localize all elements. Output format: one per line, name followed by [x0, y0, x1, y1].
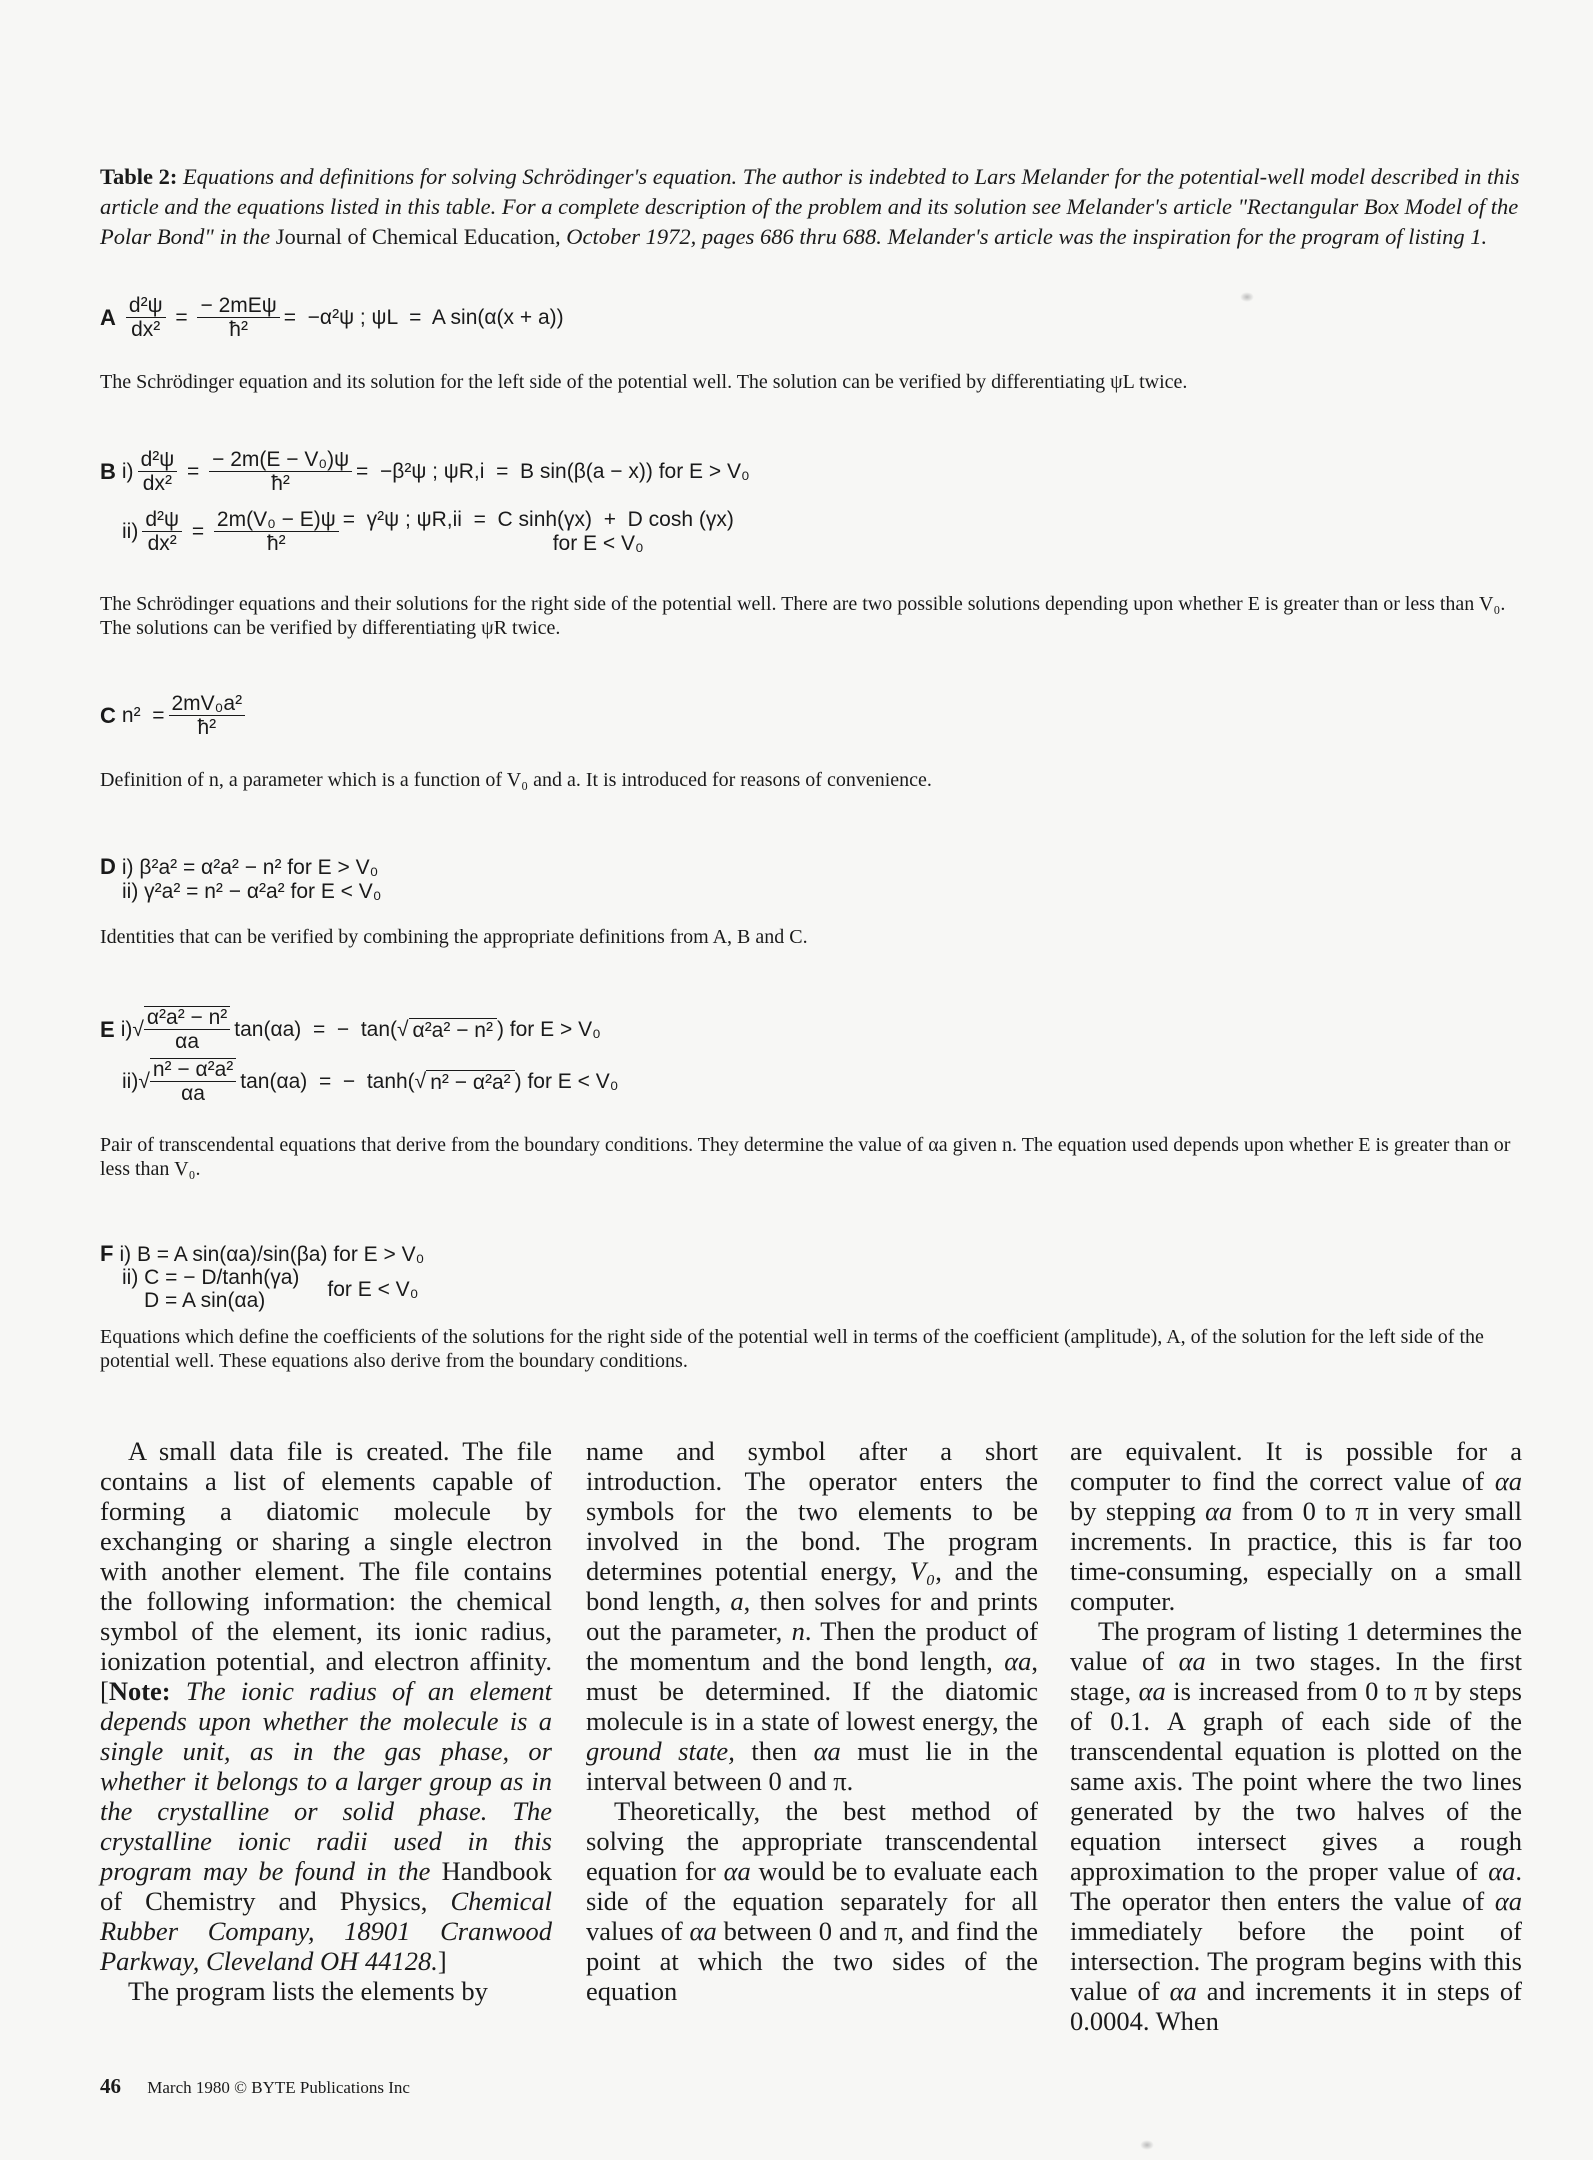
equation-part-ii: ii) γ²a² = n² − α²a² for E < V₀ [122, 880, 382, 903]
equation-lhs: n² = [121, 704, 165, 727]
text: and increments it in steps of 0.0004. When [1070, 1976, 1523, 2036]
denominator: ħ² [271, 471, 290, 495]
equation-rest: = −β²ψ ; ψR,i = B sin(β(a − x)) for E > V₀ [356, 460, 750, 483]
book-title: Handbook of Chemistry and Physics, [100, 1856, 552, 1916]
fraction [150, 1058, 236, 1106]
denominator: dx² [147, 531, 177, 555]
text: from 0 to π in very small increments. In practice, this is far too time-consuming, especially on a small computer. [1070, 1496, 1522, 1616]
numerator: n² − α²a² [150, 1058, 236, 1082]
equation-rest: = −α²ψ ; ψL = A sin(α(x + a)) [283, 306, 564, 329]
text: between 0 and π, and find the point at which the two sides of the equation [586, 1916, 1038, 2006]
equation-a-description: The Schrödinger equation and its solution for the left side of the potential well. The solution can be verified by differentiating ψL twice. [100, 371, 1188, 393]
part-label: i) [121, 460, 134, 483]
math-symbol: αa [1169, 1976, 1197, 2006]
equation-b [100, 446, 750, 558]
equation-end: ) for E > V₀ [496, 1018, 601, 1041]
text: . The operator then enters the value of [1070, 1856, 1522, 1916]
text: ] [437, 1946, 447, 1976]
equation-mid: tan(αa) = − tanh(√ [240, 1070, 427, 1093]
fraction [209, 449, 352, 496]
fraction [138, 449, 178, 496]
equation-a [100, 292, 564, 344]
radicand: α²a² − n² [409, 1018, 497, 1043]
fraction [169, 693, 246, 740]
note-label: Note: [108, 1676, 171, 1706]
paragraph [586, 1436, 1038, 1796]
body-column-2 [586, 1436, 1038, 2006]
text: would be to evaluate each side of the equation separately for all values of [586, 1856, 1038, 1946]
text: must lie in the interval between 0 and π. [586, 1736, 1039, 1796]
body-column-3 [1070, 1436, 1522, 2036]
page-footer [100, 2074, 410, 2099]
equals: = [185, 520, 210, 543]
text: Theoretically, the best method of solving the appropriate transcendental equation for [586, 1796, 1038, 1886]
text: . Then the product of the momentum and the bond length, [586, 1616, 1038, 1676]
page-number: 46 [100, 2074, 121, 2098]
fraction [197, 295, 279, 342]
text: name and symbol after a short introduction. The operator enters the symbols for the two elements to be involved in the bond. The program determines potential energy, [586, 1436, 1038, 1586]
part-label: i)√ [120, 1018, 144, 1041]
math-symbol: αa [813, 1736, 841, 1766]
italic-text: The ionic radius of an element depends upon whether the molecule is a single unit, as in the gas phase, or whether it belongs to a larger group as in the crystalline or solid phase. The crystalline ionic radii used in this program may be found in the [100, 1676, 552, 1886]
equation-d [100, 855, 382, 904]
table-label: Table 2: [100, 164, 178, 189]
paragraph: The program lists the elements by [128, 1976, 488, 2006]
denominator: αa [181, 1082, 205, 1105]
denominator: αa [175, 1030, 199, 1053]
fraction [144, 1006, 230, 1054]
numerator: d²ψ [142, 509, 182, 532]
fraction [214, 509, 339, 556]
equation-d-description: Identities that can be verified by combining the appropriate definitions from A, B and C. [100, 926, 808, 948]
math-symbol: αa [1205, 1496, 1233, 1526]
equation-e [100, 1004, 618, 1108]
italic-text: ground state, [586, 1736, 735, 1766]
math-symbol: αa [1138, 1676, 1166, 1706]
condition: for E < V₀ [552, 532, 644, 555]
paragraph [586, 1796, 1038, 2006]
text: , then solves for and prints out the parameter, [586, 1586, 1038, 1646]
paragraph [100, 1436, 552, 1976]
text: are equivalent. It is possible for a computer to find the correct value of [1070, 1436, 1522, 1496]
fraction [142, 509, 182, 556]
math-symbol: n [791, 1616, 805, 1646]
text: , must be determined. If the diatomic molecule is in a state of lowest energy, the [586, 1646, 1038, 1736]
equation-c-description: Definition of n, a parameter which is a function of V₀ and a. It is introduced for reasons of convenience. [100, 769, 932, 791]
equation-letter: C [100, 703, 116, 728]
equation-f [100, 1242, 424, 1312]
footer-credit: March 1980 © BYTE Publications Inc [147, 2078, 410, 2097]
numerator: α²a² − n² [144, 1006, 230, 1030]
table-caption [100, 162, 1520, 252]
denominator: ħ² [229, 317, 248, 341]
caption-text-2: , October 1972, pages 686 thru 688. Melander's article was the inspiration for the program of listing 1. [554, 224, 1488, 249]
text: immediately before the point of intersection. The program begins with this value of [1070, 1916, 1522, 2006]
part-label: ii)√ [122, 1070, 150, 1093]
fraction [126, 295, 166, 342]
caption-journal-name: Journal of Chemical Education [275, 224, 555, 249]
equation-part-ii-d: D = A sin(αa) [144, 1289, 266, 1312]
condition: for E < V₀ [327, 1277, 419, 1301]
math-symbol: αa [723, 1856, 751, 1886]
text: then [734, 1736, 814, 1766]
equation-f-description: Equations which define the coefficients of the solutions for the right side of the potential well in terms of the coefficient (amplitude), A, of the solution for the left side of the potential well. These equations also derive from the boundary conditions. [100, 1326, 1484, 1372]
text: A small data file is created. The file contains a list of elements capable of forming a diatomic molecule by exchanging or sharing a single electron with another element. The file contains the following information: the chemical symbol of the element, its ionic radius, ionization potential, and electron affinity. [ [100, 1436, 552, 1706]
numerator: 2mV₀a² [169, 693, 246, 716]
equals: = [169, 306, 194, 329]
text: in two stages. In the first stage, [1070, 1646, 1523, 1706]
math-symbol: αa [1494, 1466, 1522, 1496]
denominator: ħ² [266, 531, 286, 555]
equation-mid: tan(αa) = − tan(√ [234, 1018, 409, 1041]
numerator: d²ψ [126, 295, 166, 318]
equation-b-description: The Schrödinger equations and their solutions for the right side of the potential well. There are two possible solutions depending upon whether E is greater than or less than V₀. The solutions can be verified by differentiating ψR twice. [100, 593, 1506, 639]
math-symbol: αa [1178, 1646, 1206, 1676]
math-symbol: αa [1494, 1886, 1522, 1916]
numerator: − 2m(E − V₀)ψ [209, 449, 352, 472]
print-speck [1240, 292, 1254, 302]
radicand: n² − α²a² [426, 1070, 514, 1095]
equation-letter: E [100, 1017, 115, 1042]
math-symbol: αa [689, 1916, 717, 1946]
math-symbol: αa [1488, 1856, 1516, 1886]
paragraph [1070, 1616, 1522, 2036]
denominator: dx² [142, 471, 172, 495]
equation-c [100, 690, 249, 742]
body-column-1 [100, 1436, 552, 2006]
equation-rest-block [343, 508, 734, 556]
part-label: ii) [122, 520, 139, 543]
numerator: 2m(V₀ − E)ψ [214, 509, 339, 532]
equation-letter: D [100, 854, 116, 879]
denominator: dx² [131, 317, 161, 341]
equation-rest: = γ²ψ ; ψR,ii = C sinh(γx) + D cosh (γx) [342, 508, 734, 531]
text: The program of listing 1 determines the value of [1070, 1616, 1522, 1676]
print-speck [1140, 2140, 1154, 2150]
equation-part-i: i) B = A sin(αa)/sin(βa) for E > V₀ [119, 1243, 425, 1266]
equals: = [181, 460, 206, 483]
math-symbol: αa [1004, 1646, 1032, 1676]
equation-part-ii-c: ii) C = − D/tanh(γa) [122, 1266, 300, 1289]
equation-letter: B [100, 459, 116, 484]
text: is increased from 0 to π by steps of 0.1. A graph of each side of the transcendental equation is plotted on the same axis. The point where the two lines generated by the two halves of the equation intersect gives a rough approximation to the proper value of [1070, 1676, 1522, 1886]
equation-end: ) for E < V₀ [514, 1070, 619, 1093]
text: , and the bond length, [586, 1556, 1038, 1616]
italic-text: Chemical Rubber Company, 18901 Cranwood Parkway, Cleveland OH 44128. [100, 1886, 552, 1976]
numerator: − 2mEψ [197, 295, 279, 318]
equation-letter: F [100, 1241, 114, 1266]
text: by stepping [1070, 1496, 1206, 1526]
denominator: ħ² [197, 715, 217, 739]
numerator: d²ψ [138, 449, 178, 472]
equation-part-i: i) β²a² = α²a² − n² for E > V₀ [121, 856, 379, 879]
caption-text-1: Equations and definitions for solving Schrödinger's equation. The author is indebted to Lars Melander for the potential-well model described in this article and the equations listed in this table. For a complete description of the problem and its solution see Melander's article "Rectangular Box Model of the Polar Bond" in the [100, 164, 1520, 249]
equation-e-description: Pair of transcendental equations that derive from the boundary conditions. They determine the value of αa given n. The equation used depends upon whether E is greater than or less than V₀. [100, 1134, 1511, 1180]
math-symbol: a [730, 1586, 744, 1616]
paragraph [1070, 1436, 1522, 1616]
math-symbol: V₀ [909, 1556, 936, 1586]
equation-letter: A [100, 305, 116, 330]
